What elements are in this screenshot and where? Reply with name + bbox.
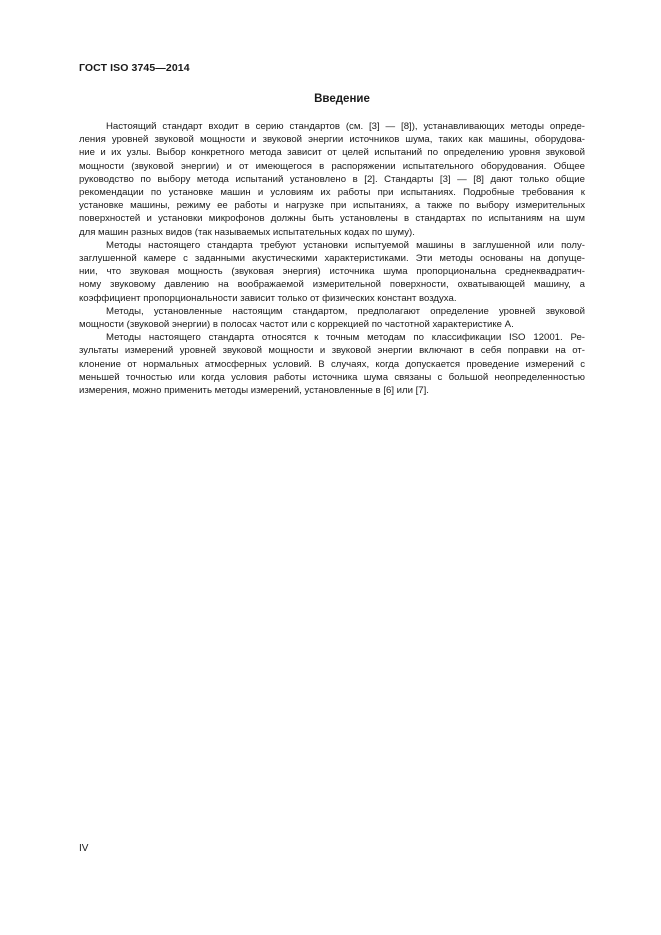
text-line: Методы настоящего стандарта относятся к точным методам по классификации ISO 12001. Ре- xyxy=(106,332,585,344)
text-line: Методы настоящего стандарта требуют установки испытуемой машины в заглушенной или полу- xyxy=(106,239,585,251)
text-line: мощности (звуковой энергии) в полосах частот или с коррекцией по частотной характеристике A. xyxy=(79,319,514,331)
paragraph-4 xyxy=(79,331,585,397)
text-line: Методы, установленные настоящим стандартом, предполагают определение уровней звуковой xyxy=(106,305,585,317)
text-line: руководство по выбору метода испытаний установлено в [2]. Стандарты [3] — [8] дают только общие xyxy=(79,173,585,185)
text-line: нии, что звуковая мощность (звуковая энергия) источника шума пропорциональна среднеквадратич- xyxy=(79,266,585,278)
text-line: поверхностей и установки микрофонов должны быть установлены в стандартах по испытаниям на шум xyxy=(79,213,585,225)
section-title: Введение xyxy=(314,93,370,105)
paragraph-3 xyxy=(79,305,585,331)
text-line: ному звуковому давлению на воображаемой измерительной поверхности, охватывающей машину, а xyxy=(79,279,585,291)
page-number: IV xyxy=(79,843,89,854)
text-line: клонение от нормальных атмосферных условий. В случаях, когда допускается проведение измерений с xyxy=(79,358,585,370)
text-line: заглушенной камере с заданными акустическими характеристиками. Эти методы основаны на допуще- xyxy=(79,253,585,265)
standard-code-header: ГОСТ ISO 3745—2014 xyxy=(79,62,190,74)
text-line: Настоящий стандарт входит в серию стандартов (см. [3] — [8]), устанавливающих методы опреде- xyxy=(106,121,585,132)
paragraph-1 xyxy=(79,120,585,239)
text-line: мощности (звуковой энергии) и от имеющегося в распоряжении испытательного оборудования. Общее xyxy=(79,160,585,172)
introduction-body xyxy=(79,120,585,397)
text-line: зультаты измерений уровней звуковой мощности и звуковой энергии включают в себя поправки на от- xyxy=(79,345,585,357)
text-line: для машин разных видов (так называемых испытательных кодах по шуму). xyxy=(79,226,415,238)
text-line: измерения, можно применить методы измерений, установленные в [6] или [7]. xyxy=(79,385,429,397)
paragraph-2 xyxy=(79,239,585,305)
text-line: рекомендации по установке машин и условиям их работы при испытаниях. Подробные требования к xyxy=(79,187,585,199)
text-line: установке машины, режиму ее работы и нагрузке при испытаниях, а также по выбору измерительных xyxy=(79,200,585,212)
text-line: меньшей точностью или когда условия работы источника шума связаны с большой неопределенностью xyxy=(79,371,585,383)
text-line: ления уровней звуковой мощности и звуковой энергии источников шума, таких как машины, оборудова- xyxy=(79,134,585,146)
text-line: ние и их узлы. Выбор конкретного метода зависит от целей испытаний по определению уровня звуковой xyxy=(79,147,585,159)
text-line: коэффициент пропорциональности зависит только от физических констант воздуха. xyxy=(79,292,457,304)
